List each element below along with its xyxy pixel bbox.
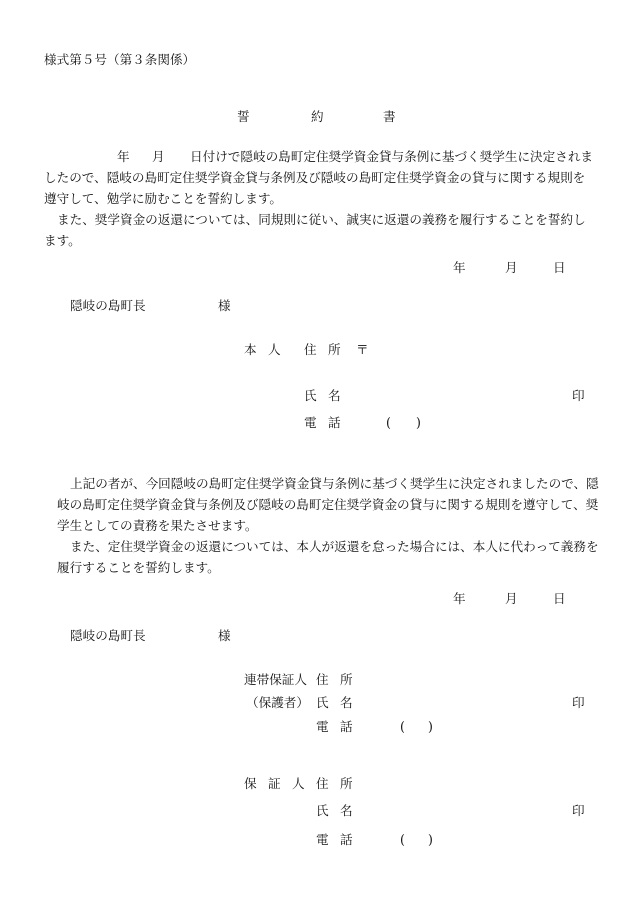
guarantee-line: 履行することを誓約します。 <box>57 560 220 575</box>
pledge-line: また、奨学資金の返還については、同規則に従い、誠実に返還の義務を履行することを誓約し <box>57 212 586 227</box>
addressee-name: 隠岐の島町長 <box>70 628 146 643</box>
date-year: 年 <box>453 260 466 275</box>
phone-label: 電 <box>316 719 329 734</box>
title-char: 誓 <box>237 109 250 124</box>
name-label: 氏 <box>304 388 317 403</box>
name-label: 氏 <box>316 695 329 710</box>
date-month: 月 <box>505 591 518 606</box>
address-label: 住 <box>316 776 329 791</box>
title-char: 約 <box>311 109 324 124</box>
year-label: 年 <box>117 149 130 164</box>
form-number: 様式第５号（第３条関係） <box>44 52 196 67</box>
seal-mark: 印 <box>572 803 585 818</box>
guarantee-line: 岐の島町定住奨学資金貸与条例及び隠岐の島町定住奨学資金の貸与に関する規則を遵守して、奨 <box>57 497 599 512</box>
phone-label: 話 <box>340 719 353 734</box>
role-label: 人 <box>268 342 281 357</box>
month-label: 月 <box>152 149 165 164</box>
role-label: 本 <box>244 342 257 357</box>
addressee-honorific: 様 <box>218 298 231 313</box>
pledge-line: 遵守して、勉学に励むことを誓約します。 <box>44 191 283 206</box>
date-year: 年 <box>453 591 466 606</box>
name-label: 名 <box>328 388 341 403</box>
name-label: 名 <box>340 803 353 818</box>
phone-label: 電 <box>316 832 329 847</box>
name-label: 名 <box>340 695 353 710</box>
role-label: 連帯保証人 <box>244 672 307 687</box>
phone-paren: ( <box>400 832 405 847</box>
guarantee-line: 学生としての責務を果たさせます。 <box>57 518 258 533</box>
sub-role-label: （保護者） <box>246 695 309 710</box>
guarantee-line: また、定住奨学資金の返還については、本人が返還を怠った場合には、本人に代わって義務を <box>70 539 599 554</box>
phone-label: 話 <box>328 415 341 430</box>
address-label: 住 <box>304 342 317 357</box>
date-day: 日 <box>553 260 566 275</box>
phone-paren: ) <box>428 719 433 734</box>
address-label: 所 <box>328 342 341 357</box>
pledge-line: したので、隠岐の島町定住奨学資金貸与条例及び隠岐の島町定住奨学資金の貸与に関する規則を <box>44 170 586 185</box>
address-label: 住 <box>316 672 329 687</box>
pledge-line: 日付けで隠岐の島町定住奨学資金貸与条例に基づく奨学生に決定されま <box>190 149 593 164</box>
role-label: 人 <box>292 776 305 791</box>
phone-paren: ) <box>428 832 433 847</box>
address-label: 所 <box>340 672 353 687</box>
seal-mark: 印 <box>572 695 585 710</box>
address-label: 所 <box>340 776 353 791</box>
postal-mark: 〒 <box>356 342 369 357</box>
role-label: 証 <box>268 776 281 791</box>
guarantee-line: 上記の者が、今回隠岐の島町定住奨学資金貸与条例に基づく奨学生に決定されましたので、隠 <box>70 476 599 491</box>
phone-paren: ( <box>400 719 405 734</box>
phone-paren: ) <box>416 415 421 430</box>
title-char: 書 <box>383 109 396 124</box>
date-day: 日 <box>553 591 566 606</box>
seal-mark: 印 <box>572 388 585 403</box>
phone-label: 電 <box>304 415 317 430</box>
date-month: 月 <box>505 260 518 275</box>
addressee-honorific: 様 <box>218 628 231 643</box>
role-label: 保 <box>244 776 257 791</box>
phone-paren: ( <box>386 415 391 430</box>
phone-label: 話 <box>340 832 353 847</box>
addressee-name: 隠岐の島町長 <box>70 298 146 313</box>
name-label: 氏 <box>316 803 329 818</box>
pledge-line: ます。 <box>44 233 81 248</box>
